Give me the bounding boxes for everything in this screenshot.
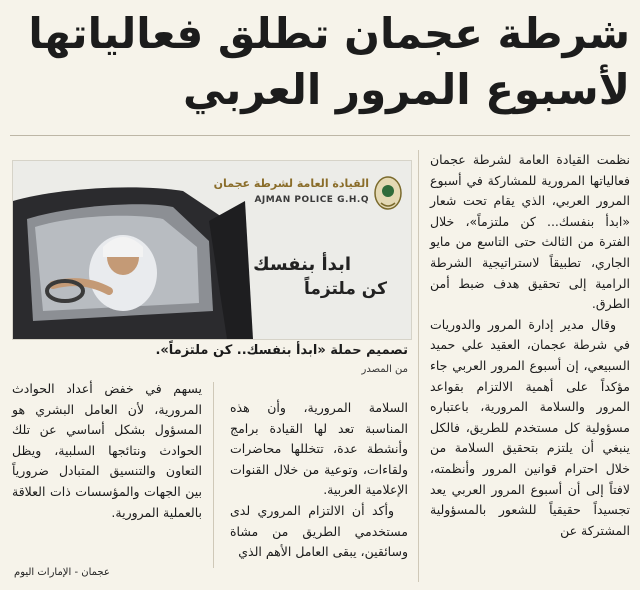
article-headline	[20, 6, 630, 118]
article-byline: عجمان - الإمارات اليوم	[14, 567, 110, 578]
ajman-police-logo	[213, 175, 403, 215]
column-divider	[213, 382, 214, 568]
headline-line-1: شرطة عجمان تطلق فعالياتها	[28, 9, 630, 58]
paragraph: نظمت القيادة العامة لشرطة عجمان فعالياتها المرورية للمشاركة في أسبوع المرور العربي، الذي يقام تحت شعار «ابدأ بنفسك... كن ملتزماً»، خلال الفترة من الثالث حتى التاسع من مايو الجاري، تطبيقاً لاستراتيجية الشرطة الرامية إلى تحقيق هدف ضبط أمن الطرق.	[430, 152, 630, 312]
article-column-left	[12, 379, 202, 523]
logo-english-text: AJMAN POLICE G.H.Q	[254, 195, 369, 205]
paragraph: وقال مدير إدارة المرور والدوريات في شرطة عجمان، العقيد علي حميد السبيعي، إن أسبوع المرور العربي جاء مؤكداً على أهمية الالتزام بقواعد المرور والسلامة المرورية، باعتباره مسؤولية كل مستخدم للطريق، فالكل ينبغي أن يلتزم بتحقيق السلامة من خلال احترام قوانين المرور وأنظمته، لافتاً إلى أن أسبوع المرور العربي يعد تجسيداً حقيقياً للشعور بالمسؤولية المشتركة عن	[430, 316, 630, 538]
photo-source: من المصدر	[361, 364, 408, 375]
photo-caption: تصميم حملة «ابدأ بنفسك.. كن ملتزماً».	[155, 343, 408, 358]
article-column-right	[430, 150, 630, 541]
headline-divider	[10, 135, 630, 136]
campaign-photo	[12, 160, 412, 340]
paragraph: وأكد أن الالتزام المروري لدى مستخدمي الطريق من مشاة وسائقين، يبقى العامل الأهم الذي	[230, 502, 408, 560]
headline-line-2: لأسبوع المرور العربي	[183, 65, 630, 114]
paragraph: السلامة المرورية، وأن هذه المناسبة تعد لها القيادة برامج وأنشطة عدة، تتخللها محاضرات ولقاءات، وتوعية من خلال القنوات الإعلامية العربية.	[230, 400, 408, 498]
slogan-line-1: ابدأ بنفسك	[253, 254, 351, 275]
column-divider	[418, 150, 419, 582]
slogan-line-2: كن ملتزماً	[304, 279, 387, 299]
paragraph: يسهم في خفض أعداد الحوادث المرورية، لأن العامل البشري هو المسؤول بشكل أساسي عن تلك الحوادث ونتائجها السلبية، ويظل التعاون والتنسيق المتبادل ضرورياً بين الجهات والمؤسسات ذات العلاقة بالعملية المرورية.	[12, 381, 202, 520]
police-emblem-icon	[373, 175, 403, 211]
article-column-middle	[230, 398, 408, 563]
logo-arabic-text: القيادة العامة لشرطة عجمان	[213, 177, 369, 190]
